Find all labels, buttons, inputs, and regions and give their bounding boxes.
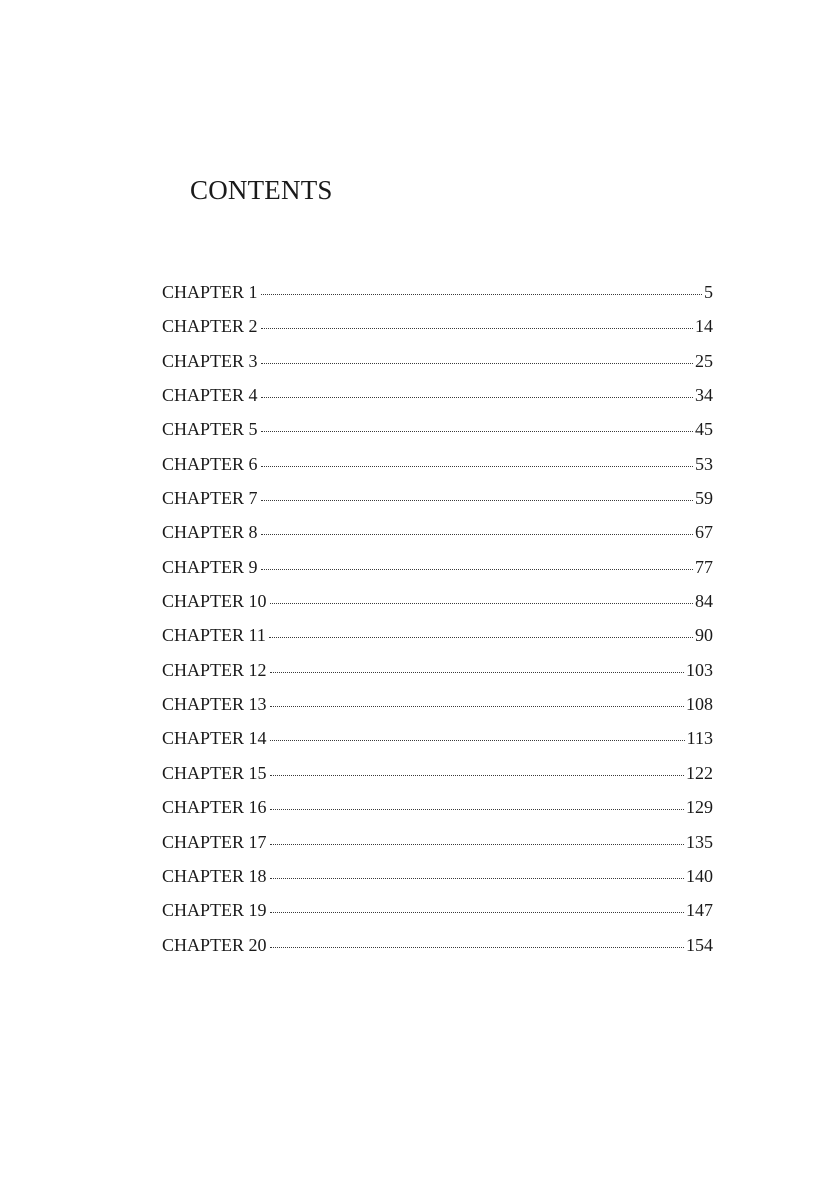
toc-entry[interactable]	[162, 656, 713, 690]
toc-entry[interactable]	[162, 484, 713, 518]
toc-entry[interactable]	[162, 931, 713, 965]
toc-entry-label: CHAPTER 17	[162, 831, 267, 852]
toc-entry[interactable]	[162, 896, 713, 930]
toc-entry-label: CHAPTER 10	[162, 591, 267, 612]
toc-entry-page: 84	[695, 591, 713, 612]
toc-entry-label: CHAPTER 18	[162, 865, 267, 886]
toc-entry-page: 103	[686, 659, 713, 680]
toc-dot-leader	[270, 672, 684, 673]
toc-entry-label: CHAPTER 7	[162, 488, 258, 509]
toc-entry-page: 45	[695, 419, 713, 440]
toc-dot-leader	[270, 912, 684, 913]
toc-entry-label: CHAPTER 8	[162, 522, 258, 543]
toc-entry-label: CHAPTER 1	[162, 282, 258, 302]
toc-entry-label: CHAPTER 6	[162, 453, 258, 474]
toc-entry-page: 122	[686, 762, 713, 783]
toc-dot-leader	[270, 603, 693, 604]
toc-entry-label: CHAPTER 13	[162, 694, 267, 715]
toc-entry[interactable]	[162, 621, 713, 655]
table-of-contents	[162, 278, 713, 965]
toc-dot-leader	[261, 363, 693, 364]
toc-entry-page: 147	[686, 900, 713, 921]
toc-dot-leader	[270, 740, 685, 741]
toc-entry[interactable]	[162, 759, 713, 793]
toc-entry[interactable]	[162, 278, 713, 312]
toc-entry-label: CHAPTER 9	[162, 556, 258, 577]
toc-entry-page: 154	[686, 934, 713, 955]
toc-entry[interactable]	[162, 793, 713, 827]
toc-dot-leader	[261, 534, 693, 535]
toc-entry-page: 90	[695, 625, 713, 646]
toc-entry-page: 77	[695, 556, 713, 577]
toc-dot-leader	[261, 397, 693, 398]
toc-entry[interactable]	[162, 724, 713, 758]
toc-entry-page: 25	[695, 350, 713, 371]
toc-entry-page: 5	[704, 282, 713, 302]
toc-entry[interactable]	[162, 415, 713, 449]
toc-dot-leader	[269, 637, 693, 638]
toc-entry[interactable]	[162, 347, 713, 381]
toc-entry[interactable]	[162, 553, 713, 587]
toc-entry-page: 140	[686, 865, 713, 886]
toc-dot-leader	[270, 809, 684, 810]
toc-entry-label: CHAPTER 20	[162, 934, 267, 955]
toc-entry-label: CHAPTER 2	[162, 316, 258, 337]
toc-entry-page: 135	[686, 831, 713, 852]
toc-entry-label: CHAPTER 15	[162, 762, 267, 783]
toc-entry-label: CHAPTER 12	[162, 659, 267, 680]
toc-dot-leader	[270, 844, 684, 845]
toc-dot-leader	[261, 569, 693, 570]
toc-entry[interactable]	[162, 587, 713, 621]
toc-entry[interactable]	[162, 518, 713, 552]
toc-entry-label: CHAPTER 4	[162, 385, 258, 406]
toc-entry-page: 67	[695, 522, 713, 543]
toc-dot-leader	[261, 328, 693, 329]
toc-entry-page: 59	[695, 488, 713, 509]
toc-entry-label: CHAPTER 14	[162, 728, 267, 749]
toc-entry-page: 129	[686, 797, 713, 818]
toc-entry-page: 53	[695, 453, 713, 474]
toc-entry-label: CHAPTER 19	[162, 900, 267, 921]
page-title: CONTENTS	[190, 175, 333, 205]
toc-dot-leader	[261, 466, 693, 467]
toc-entry-label: CHAPTER 11	[162, 625, 266, 646]
toc-entry-label: CHAPTER 16	[162, 797, 267, 818]
toc-entry-page: 14	[695, 316, 713, 337]
toc-entry-page: 108	[686, 694, 713, 715]
toc-dot-leader	[270, 706, 684, 707]
toc-entry-label: CHAPTER 5	[162, 419, 258, 440]
toc-entry[interactable]	[162, 312, 713, 346]
toc-entry[interactable]	[162, 862, 713, 896]
toc-dot-leader	[261, 431, 693, 432]
toc-entry-page: 34	[695, 385, 713, 406]
toc-entry[interactable]	[162, 450, 713, 484]
toc-dot-leader	[270, 878, 684, 879]
toc-dot-leader	[270, 775, 684, 776]
toc-entry-label: CHAPTER 3	[162, 350, 258, 371]
toc-dot-leader	[261, 294, 702, 295]
toc-entry[interactable]	[162, 690, 713, 724]
toc-dot-leader	[261, 500, 693, 501]
toc-dot-leader	[270, 947, 684, 948]
toc-entry[interactable]	[162, 381, 713, 415]
toc-entry[interactable]	[162, 828, 713, 862]
toc-entry-page: 113	[686, 728, 713, 749]
